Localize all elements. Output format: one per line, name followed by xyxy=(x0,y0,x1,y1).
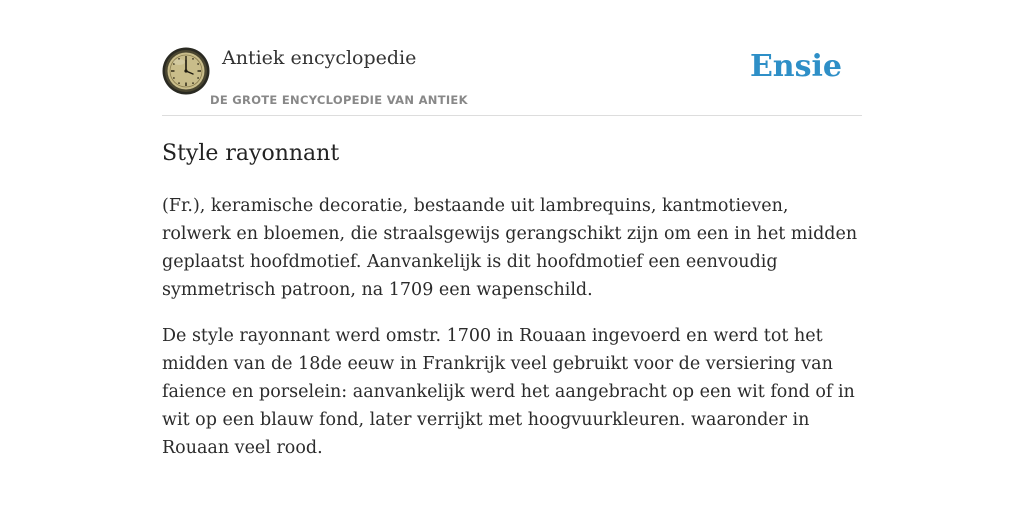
site-subtitle: DE GROTE ENCYCLOPEDIE VAN ANTIEK xyxy=(210,93,468,107)
brand-logo-link[interactable]: Ensie xyxy=(749,49,842,84)
article-title: Style rayonnant xyxy=(162,141,340,166)
article-paragraph: De style rayonnant werd omstr. 1700 in Rouaan ingevoerd en werd tot het midden van de 18de eeuw in Frankrijk veel gebruikt voor de versiering van faience en porselein: aanvankelijk werd het aangebracht op een wit fond of in wit op een blauw fond, later verrijkt met hoogvuurkleuren. waaronder in Rouaan veel rood. xyxy=(162,326,855,458)
article-paragraph: (Fr.), keramische decoratie, bestaande uit lambrequins, kantmotieven, rolwerk en bloemen, die straalsgewijs gerangschikt zijn om een in het midden geplaatst hoofdmotief. Aanvankelijk is dit hoofdmotief een eenvoudig symmetrisch patroon, na 1709 een wapenschild. xyxy=(162,196,858,300)
site-header xyxy=(162,40,862,116)
antique-clock-icon[interactable] xyxy=(162,47,210,95)
site-title[interactable]: Antiek encyclopedie xyxy=(222,47,417,69)
article xyxy=(162,138,862,462)
